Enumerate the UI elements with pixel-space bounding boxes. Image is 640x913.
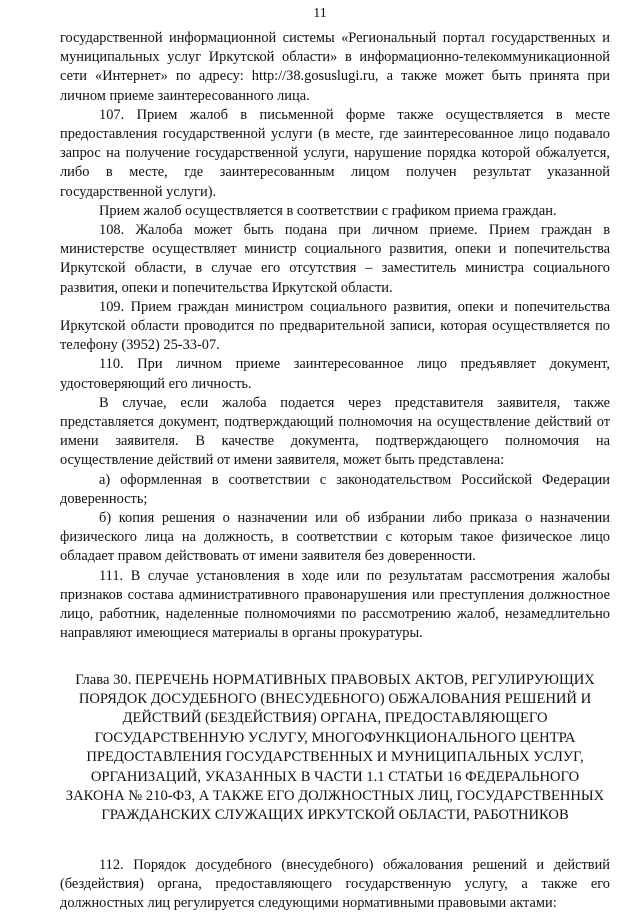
paragraph-108: 108. Жалоба может быть подана при личном приеме. Прием граждан в министерстве осуществляет министр социального развития, опеки и попечительства Иркутской области, в случае его отсутствия – заместитель министра социального развития, опеки и попечительства Иркутской области. [60,222,610,296]
page-number: 11 [313,6,327,21]
paragraph-schedule: Прием жалоб осуществляется в соответствии с графиком приема граждан. [99,202,557,219]
list-item-b: б) копия решения о назначении или об избрании либо приказа о назначении физического лица на должность, в соответствии с которым такое физическое лицо обладает правом действовать от имени заявителя без доверенности. [60,510,610,565]
document-body [60,29,610,913]
paragraph-107: 107. Прием жалоб в письменной форме также осуществляется в месте предоставления государственной услуги (в месте, где заинтересованное лицо подавало запрос на получение государственной услуги, нарушение порядка которой обжалуется, либо в месте, где заинтересованным лицом получен результат указанной государственной услуги). [60,106,610,200]
paragraph-110: 110. При личном приеме заинтересованное лицо предъявляет документ, удостоверяющий его личность. [60,356,610,392]
chapter-title: Глава 30. ПЕРЕЧЕНЬ НОРМАТИВНЫХ ПРАВОВЫХ АКТОВ, РЕГУЛИРУЮЩИХ ПОРЯДОК ДОСУДЕБНОГО (ВНЕСУДЕБНОГО) ОБЖАЛОВАНИЯ РЕШЕНИЙ И ДЕЙСТВИЙ (БЕЗДЕЙСТВИЯ) ОРГАНА, ПРЕДОСТАВЛЯЮЩЕГО ГОСУДАРСТВЕННУЮ УСЛУГУ, МНОГОФУНКЦИОНАЛЬНОГО ЦЕНТРА ПРЕДОСТАВЛЕНИЯ ГОСУДАРСТВЕННЫХ И МУНИЦИПАЛЬНЫХ УСЛУГ, ОРГАНИЗАЦИЙ, УКАЗАННЫХ В ЧАСТИ 1.1 СТАТЬИ 16 ФЕДЕРАЛЬНОГО ЗАКОНА № 210-ФЗ, А ТАКЖЕ ЕГО ДОЛЖНОСТНЫХ ЛИЦ, ГОСУДАРСТВЕННЫХ ГРАЖДАНСКИХ СЛУЖАЩИХ ИРКУТСКОЙ ОБЛАСТИ, РАБОТНИКОВ [65,671,605,824]
paragraph-intro-continuation: государственной информационной системы «Региональный портал государственных и муниципальных услуг Иркутской области» в информационно-телекоммуникационной сети «Интернет» по адресу: http://38.gosuslugi.ru, а также может быть принята при личном приеме заинтересованного лица. [60,30,610,104]
paragraph-109: 109. Прием граждан министром социального развития, опеки и попечительства Иркутской области проводится по предварительной записи, которая осуществляется по телефону (3952) 25-33-07. [60,298,610,354]
paragraph-111: 111. В случае установления в ходе или по результатам рассмотрения жалобы признаков состава административного правонарушения или преступления должностное лицо, работник, наделенные полномочиями по рассмотрению жалоб, незамедлительно направляют имеющиеся материалы в органы прокуратуры. [60,567,610,642]
list-item-a: а) оформленная в соответствии с законодательством Российской Федерации доверенность; [60,471,610,507]
paragraph-representative: В случае, если жалоба подается через представителя заявителя, также представляется документ, подтверждающий полномочия на осуществление действий от имени заявителя. В качестве документа, подтверждающего полномочия на осуществление действий от имени заявителя, может быть представлена: [60,394,610,469]
paragraph-112: 112. Порядок досудебного (внесудебного) обжалования решений и действий (бездействия) органа, предоставляющего государственную услугу, а также его должностных лиц регулируется следующими нормативными правовыми актами: [60,856,610,912]
